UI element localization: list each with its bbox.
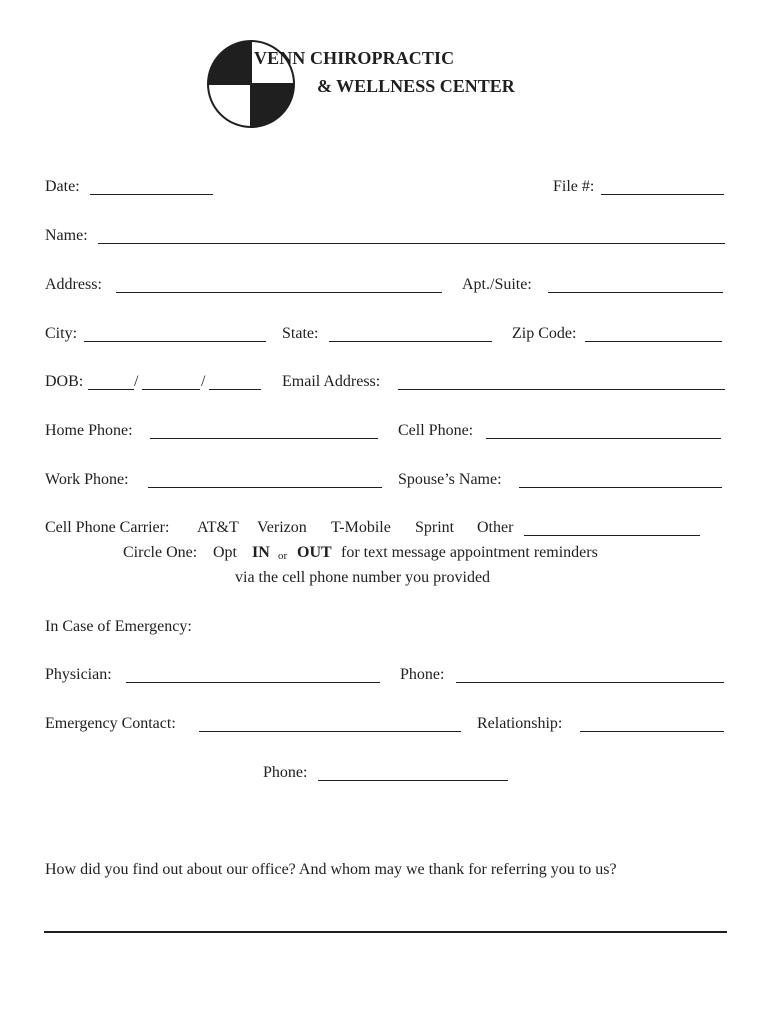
opt-in-option[interactable]: IN <box>252 544 270 561</box>
physician-phone-label: Phone: <box>400 666 445 683</box>
zip-code-label: Zip Code: <box>512 325 577 342</box>
opt-out-option[interactable]: OUT <box>297 544 332 561</box>
dob-month-field[interactable] <box>88 389 134 390</box>
name-field[interactable] <box>98 243 725 244</box>
work-phone-field[interactable] <box>148 487 382 488</box>
home-phone-label: Home Phone: <box>45 422 133 439</box>
work-phone-label: Work Phone: <box>45 471 129 488</box>
carrier-option-other[interactable]: Other <box>477 519 514 536</box>
spouse-name-field[interactable] <box>519 487 722 488</box>
cell-phone-label: Cell Phone: <box>398 422 474 439</box>
brand-name-line1: VENN CHIROPRACTIC <box>254 48 455 68</box>
city-field[interactable] <box>84 341 266 342</box>
via-cell-text: via the cell phone number you provided <box>235 569 491 586</box>
address-field[interactable] <box>116 292 442 293</box>
zip-code-field[interactable] <box>585 341 722 342</box>
emergency-heading: In Case of Emergency: <box>45 618 192 635</box>
apt-suite-label: Apt./Suite: <box>462 276 532 293</box>
state-field[interactable] <box>329 341 492 342</box>
cell-carrier-label: Cell Phone Carrier: <box>45 519 170 536</box>
emergency-contact-label: Emergency Contact: <box>45 715 176 732</box>
email-address-field[interactable] <box>398 389 725 390</box>
address-label: Address: <box>45 276 102 293</box>
brand-name-line2: & WELLNESS CENTER <box>317 76 515 96</box>
relationship-label: Relationship: <box>477 715 563 732</box>
carrier-option-att[interactable]: AT&T <box>197 519 239 536</box>
physician-phone-field[interactable] <box>456 682 724 683</box>
emergency-contact-field[interactable] <box>199 731 461 732</box>
relationship-field[interactable] <box>580 731 724 732</box>
physician-label: Physician: <box>45 666 112 683</box>
carrier-option-verizon[interactable]: Verizon <box>257 519 307 536</box>
referral-question: How did you find out about our office? And whom may we thank for referring you to us? <box>45 861 617 878</box>
dob-day-field[interactable] <box>142 389 200 390</box>
city-label: City: <box>45 325 78 342</box>
apt-suite-field[interactable] <box>548 292 723 293</box>
physician-field[interactable] <box>126 682 380 683</box>
dob-year-field[interactable] <box>209 389 261 390</box>
dob-separator: / <box>201 373 206 390</box>
date-label: Date: <box>45 178 80 195</box>
carrier-option-tmobile[interactable]: T-Mobile <box>331 519 391 536</box>
date-field[interactable] <box>90 194 213 195</box>
emergency-phone-label: Phone: <box>263 764 308 781</box>
dob-label: DOB: <box>45 373 84 390</box>
cell-phone-field[interactable] <box>486 438 721 439</box>
referral-answer-field[interactable] <box>44 931 727 933</box>
opt-label: Opt <box>213 544 237 561</box>
spouse-name-label: Spouse’s Name: <box>398 471 502 488</box>
dob-separator: / <box>134 373 139 390</box>
file-number-label: File #: <box>553 178 595 195</box>
name-label: Name: <box>45 227 88 244</box>
text-reminder-text: for text message appointment reminders <box>341 544 598 561</box>
file-number-field[interactable] <box>601 194 724 195</box>
or-text: or <box>278 550 288 562</box>
carrier-option-sprint[interactable]: Sprint <box>415 519 455 536</box>
state-label: State: <box>282 325 319 342</box>
circle-one-label: Circle One: <box>123 544 198 561</box>
email-address-label: Email Address: <box>282 373 381 390</box>
home-phone-field[interactable] <box>150 438 378 439</box>
emergency-phone-field[interactable] <box>318 780 508 781</box>
carrier-other-field[interactable] <box>524 535 700 536</box>
